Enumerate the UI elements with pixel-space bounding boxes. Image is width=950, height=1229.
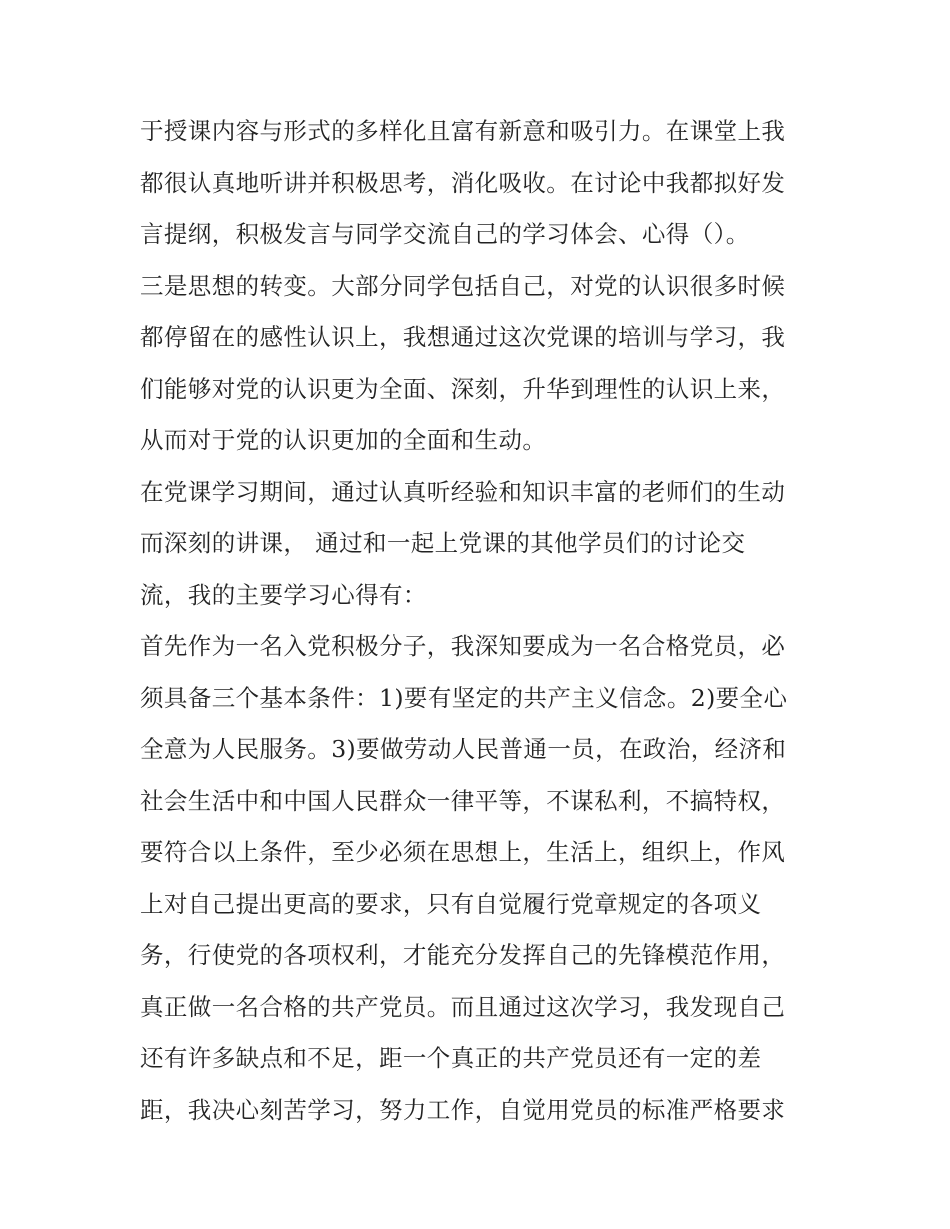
text-line: 须具备三个基本条件：1)要有坚定的共产主义信念。2)要全心 xyxy=(140,683,788,712)
text-line: 在党课学习期间，通过认真听经验和知识丰富的老师们的生动 xyxy=(140,477,786,506)
text-line: 三是思想的转变。大部分同学包括自己，对党的认识很多时候 xyxy=(140,271,786,300)
text-line: 上对自己提出更高的要求，只有自觉履行党章规定的各项义 xyxy=(140,889,762,918)
text-line: 而深刻的讲课， 通过和一起上党课的其他学员们的讨论交 xyxy=(140,529,746,557)
text-line: 都停留在的感性认识上，我想通过这次党课的培训与学习，我 xyxy=(140,323,786,351)
text-line: 务，行使党的各项权利，才能充分发挥自己的先锋模范作用， xyxy=(140,941,786,969)
text-line: 要符合以上条件，至少必须在思想上，生活上，组织上，作风 xyxy=(140,838,786,866)
text-line: 还有许多缺点和不足，距一个真正的共产党员还有一定的差 xyxy=(140,1044,762,1072)
text-line: 流，我的主要学习心得有： xyxy=(140,580,427,609)
text-line: 社会生活中和中国人民群众一律平等，不谋私利，不搞特权， xyxy=(140,786,786,815)
document-body xyxy=(140,106,815,1136)
text-line: 从而对于党的认识更加的全面和生动。 xyxy=(140,426,547,454)
text-line: 首先作为一名入党积极分子，我深知要成为一名合格党员，必 xyxy=(140,632,786,660)
text-line: 全意为人民服务。3)要做劳动人民普通一员，在政治，经济和 xyxy=(140,735,787,763)
text-line: 距，我决心刻苦学习，努力工作，自觉用党员的标准严格要求 xyxy=(140,1095,786,1124)
text-line: 言提纲，积极发言与同学交流自己的学习体会、心得（）。 xyxy=(140,220,750,248)
text-line: 于授课内容与形式的多样化且富有新意和吸引力。在课堂上我 xyxy=(140,117,786,145)
text-line: 真正做一名合格的共产党员。而且通过这次学习，我发现自己 xyxy=(140,992,786,1021)
text-line: 都很认真地听讲并积极思考，消化吸收。在讨论中我都拟好发 xyxy=(140,168,786,197)
text-line: 们能够对党的认识更为全面、深刻，升华到理性的认识上来， xyxy=(140,374,786,403)
